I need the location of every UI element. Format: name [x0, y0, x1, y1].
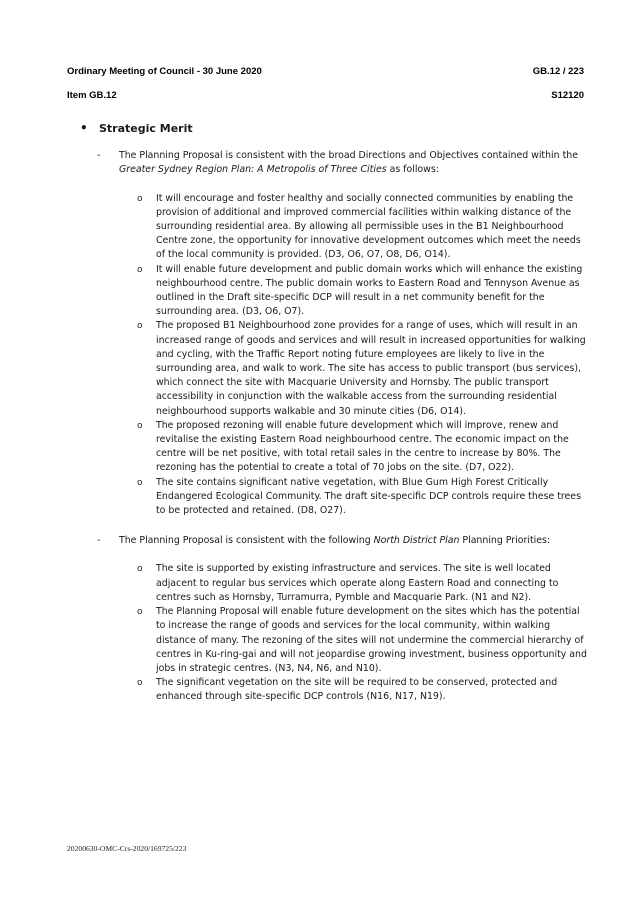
- circle-bullet-icon: o: [137, 564, 143, 575]
- region-plan-name: Greater Sydney Region Plan: A Metropolis of Three Cities: [119, 164, 387, 176]
- circle-bullet-icon: o: [137, 321, 143, 332]
- dash-marker: -: [97, 535, 101, 547]
- region-plan-list: [137, 192, 587, 519]
- circle-bullet-icon: o: [137, 678, 143, 689]
- district-plan-intro-text: The Planning Proposal is consistent with the following North District Plan Planning Priorities:: [119, 535, 551, 547]
- list-item: o It will enable future development and public domain works which will enhance the existing neighbourhood centre. The public domain works to Eastern Road and Tennyson Avenue as outlined in the Draft site-specific DCP will result in a net community benefit for the surrounding area. (D3, O6, O7).: [137, 263, 587, 320]
- list-item: o The proposed B1 Neighbourhood zone provides for a range of uses, which will result in an increased range of goods and services and will result in increased opportunities for walking and cycling, with the Traffic Report noting future employees are likely to live in the surrounding area, and walk to work. The site has access to public transport (bus services), which connect the site with Macquarie University and Hornsby. The public transport accessibility in conjunction with the walkable access from the surrounding residential neighbourhood supports walkable and 30 minute cities (D6, O14).: [137, 319, 587, 418]
- list-item: o The proposed rezoning will enable future development which will improve, renew and revitalise the existing Eastern Road neighbourhood centre. The economic impact on the centre will be net positive, with total retail sales in the centre to increase by 80%. The rezoning has the potential to create a total of 70 jobs on the site. (D7, O22).: [137, 419, 587, 476]
- dash-marker: -: [97, 150, 101, 162]
- circle-bullet-icon: o: [137, 420, 143, 431]
- circle-bullet-icon: o: [137, 264, 143, 275]
- region-plan-block: [67, 149, 587, 518]
- document-body: [67, 121, 587, 721]
- region-plan-intro: [97, 149, 587, 177]
- circle-bullet-icon: o: [137, 477, 143, 488]
- item-number: Item GB.12: [67, 90, 117, 101]
- circle-bullet-icon: o: [137, 193, 143, 204]
- district-plan-list: [137, 562, 587, 704]
- bullet-icon: •: [80, 121, 88, 135]
- list-item: o The site contains significant native vegetation, with Blue Gum High Forest Critically Endangered Ecological Community. The draft site-specific DCP controls require these trees to be protected and retained. (D8, O27).: [137, 476, 587, 519]
- page-reference: GB.12 / 223: [532, 66, 584, 77]
- document-footer: 20200630-OMC-Crs-2020/169725/223: [67, 844, 187, 853]
- list-item: o The significant vegetation on the site will be required to be conserved, protected and enhanced through site-specific DCP controls (N16, N17, N19).: [137, 676, 587, 704]
- meeting-title: Ordinary Meeting of Council - 30 June 2020: [67, 66, 262, 77]
- district-plan-intro: [97, 534, 587, 548]
- region-plan-intro-text: The Planning Proposal is consistent with the broad Directions and Objectives contained within the Greater Sydney Region Plan: A Metropolis of Three Cities as follows:: [119, 150, 578, 176]
- list-item: o The site is supported by existing infrastructure and services. The site is well located adjacent to regular bus services which operate along Eastern Road and connecting to centres such as Hornsby, Turramurra, Pymble and Macquarie Park. (N1 and N2).: [137, 562, 587, 605]
- district-plan-name: North District Plan: [373, 535, 460, 547]
- circle-bullet-icon: o: [137, 607, 143, 618]
- section-title: Strategic Merit: [99, 122, 193, 135]
- district-plan-block: [67, 534, 587, 704]
- document-code: S12120: [551, 90, 584, 101]
- list-item: o The Planning Proposal will enable future development on the sites which has the potential to increase the range of goods and services for the local community, within walking distance of many. The rezoning of the sites will not undermine the commercial hierarchy of centres in Ku-ring-gai and will not jeopardise growing investment, business opportunity and jobs in strategic centres. (N3, N4, N6, and N10).: [137, 605, 587, 676]
- section-heading: [67, 121, 587, 136]
- list-item: o It will encourage and foster healthy and socially connected communities by enabling the provision of additional and improved commercial facilities within walking distance of the surrounding residential area. By allowing all permissible uses in the B1 Neighbourhood Centre zone, the opportunity for innovative development outcomes which meet the needs of the local community is provided. (D3, O6, O7, O8, D6, O14).: [137, 192, 587, 263]
